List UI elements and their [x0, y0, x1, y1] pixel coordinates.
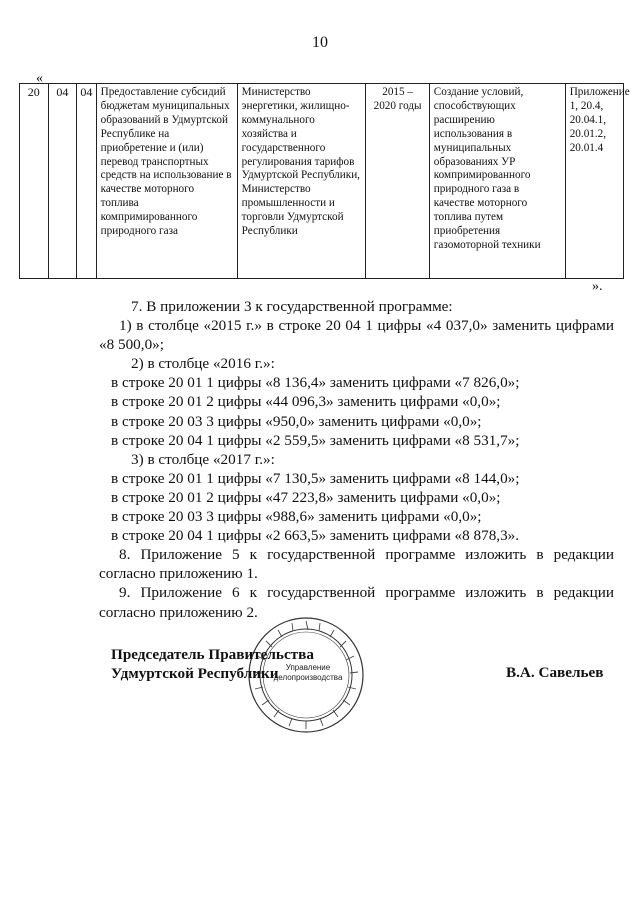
amendment-text: [99, 297, 614, 622]
paragraph-8: 8. Приложение 5 к государственной программе изложить в редакции согласно приложению 1.: [99, 546, 614, 583]
paragraph-7-2a: в строке 20 01 1 цифры «8 136,4» заменить цифрами «7 826,0»;: [111, 374, 520, 392]
paragraph-7-2d: в строке 20 04 1 цифры «2 559,5» заменить цифрами «8 531,7»;: [111, 431, 520, 449]
signatory-title-line-2: Удмуртской Республики: [111, 665, 279, 682]
paragraph-7: 7. В приложении 3 к государственной программе:: [131, 298, 453, 315]
code-cell-2: 04: [48, 84, 77, 279]
signatory-title-line-1: Председатель Правительства: [111, 646, 314, 663]
result-cell: Создание условий, способствующих расширению использования в муниципальных образованиях УР компримированного природного газа в качестве моторного топлива путем приобретения газомоторной техники: [429, 84, 565, 279]
opening-quote: «: [36, 71, 43, 86]
signatory-name: В.А. Савельев: [506, 664, 604, 681]
signature-block: [111, 645, 314, 683]
stamp-label-line-2: делопроизводства: [273, 672, 343, 682]
code-cell-1: 20: [20, 84, 49, 279]
paragraph-7-3b: в строке 20 01 2 цифры «47 223,8» заменить цифрами «0,0»;: [111, 488, 501, 506]
paragraph-7-3c: в строке 20 03 3 цифры «988,6» заменить цифрами «0,0»;: [111, 508, 482, 526]
closing-quote: ».: [592, 279, 603, 294]
period-cell: 2015 – 2020 годы: [366, 84, 429, 279]
measure-cell: Предоставление субсидий бюджетам муниципальных образований в Удмуртской Республике на приобретение и (или) перевод транспортных средств на использование в качестве моторного топлива компримированного природного газа: [96, 84, 237, 279]
paragraph-7-2b: в строке 20 01 2 цифры «44 096,3» заменить цифрами «0,0»;: [111, 393, 501, 411]
appendix-cell: Приложение 1, 20.4, 20.04.1, 20.01.2, 20.01.4: [565, 84, 623, 279]
paragraph-7-2c: в строке 20 03 3 цифры «950,0» заменить цифрами «0,0»;: [111, 412, 482, 430]
executor-cell: Министерство энергетики, жилищно-коммунального хозяйства и государственного регулирования тарифов Удмуртской Республики, Министерство промышленности и торговли Удмуртской Республики: [237, 84, 366, 279]
paragraph-7-3d: в строке 20 04 1 цифры «2 663,5» заменить цифрами «8 878,3».: [111, 527, 520, 545]
paragraph-9: 9. Приложение 6 к государственной программе изложить в редакции согласно приложению 2.: [99, 584, 614, 621]
stamp-label-line-1: Управление: [285, 663, 331, 672]
paragraph-7-2: 2) в столбце «2016 г.»:: [131, 355, 275, 373]
code-cell-3: 04: [77, 84, 96, 279]
program-table: [19, 83, 630, 279]
page-number: 10: [312, 34, 328, 51]
paragraph-7-1: 1) в столбце «2015 г.» в строке 20 04 1 цифры «4 037,0» заменить цифрами «8 500,0»;: [99, 317, 614, 354]
paragraph-7-3a: в строке 20 01 1 цифры «7 130,5» заменить цифрами «8 144,0»;: [111, 469, 520, 487]
table-row: [20, 84, 624, 279]
paragraph-7-3: 3) в столбце «2017 г.»:: [131, 450, 275, 468]
